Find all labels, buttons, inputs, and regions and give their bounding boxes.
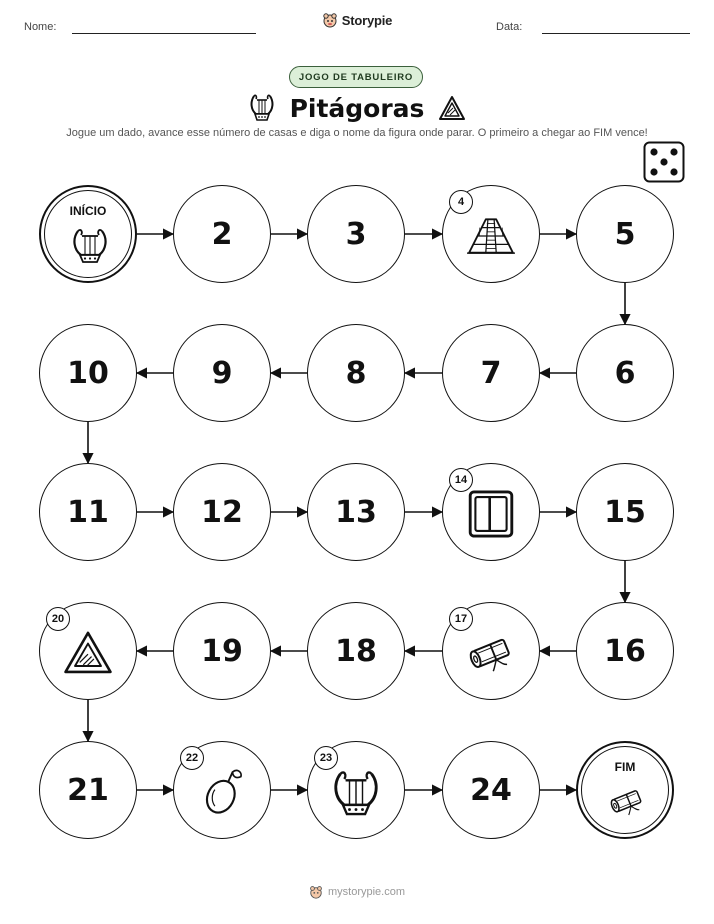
- scroll-icon: [607, 781, 647, 826]
- space-number: 2: [211, 216, 233, 252]
- board-space-19: [173, 602, 271, 700]
- finish-label: FIM: [614, 760, 636, 774]
- space-number-badge: 4: [449, 190, 473, 214]
- space-number: 19: [201, 633, 243, 669]
- space-number: 8: [345, 355, 367, 391]
- space-number-badge: 17: [449, 607, 473, 631]
- space-number: 7: [480, 355, 502, 391]
- board-space-8: [307, 324, 405, 422]
- door-frame-icon: [465, 488, 517, 545]
- pyramid-icon: [465, 210, 517, 267]
- board-space-13: [307, 463, 405, 561]
- board-space-3: [307, 185, 405, 283]
- lyre-icon: [330, 766, 382, 823]
- lyre-icon: [70, 225, 110, 270]
- space-number: 9: [211, 355, 233, 391]
- name-label: Nome:: [24, 21, 57, 33]
- board-space-24: [442, 741, 540, 839]
- page-title: Pitágoras: [289, 93, 425, 123]
- start-label: INÍCIO: [69, 204, 107, 218]
- scroll-icon: [465, 627, 517, 684]
- space-number-badge: 20: [46, 607, 70, 631]
- space-number: 12: [201, 494, 243, 530]
- space-number-badge: 14: [449, 468, 473, 492]
- brand-name: Storypie: [341, 12, 393, 28]
- board-space-16: [576, 602, 674, 700]
- space-number: 15: [604, 494, 646, 530]
- footer: [0, 885, 714, 899]
- triangle-ruler-icon: [62, 627, 114, 684]
- space-number-badge: 22: [180, 746, 204, 770]
- board-space-21: [39, 741, 137, 839]
- game-type-badge: JOGO DE TABULEIRO: [289, 66, 423, 88]
- space-number: 10: [67, 355, 109, 391]
- board-space-2: [173, 185, 271, 283]
- space-number: 24: [470, 772, 512, 808]
- space-number: 13: [335, 494, 377, 530]
- space-number: 3: [345, 216, 367, 252]
- footer-site[interactable]: mystorypie.com: [327, 886, 406, 898]
- board-space-5: [576, 185, 674, 283]
- space-number: 11: [67, 494, 109, 530]
- board-space-10: [39, 324, 137, 422]
- board-space-11: [39, 463, 137, 561]
- board-space-9: [173, 324, 271, 422]
- space-number: 16: [604, 633, 646, 669]
- board-space-6: [576, 324, 674, 422]
- mascot-icon: [309, 885, 323, 899]
- board-space-7: [442, 324, 540, 422]
- date-label: Data:: [496, 21, 523, 33]
- start-space: [39, 185, 137, 283]
- space-number-badge: 23: [314, 746, 338, 770]
- board-space-12: [173, 463, 271, 561]
- space-number: 18: [335, 633, 377, 669]
- finish-space: [576, 741, 674, 839]
- instructions: Jogue um dado, avance esse número de casas e diga o nome da figura onde parar. O primeiro a chegar ao FIM vence!: [66, 127, 648, 139]
- board-space-18: [307, 602, 405, 700]
- space-number: 6: [614, 355, 636, 391]
- olive-icon: [196, 766, 248, 823]
- board-space-15: [576, 463, 674, 561]
- space-number: 21: [67, 772, 109, 808]
- space-number: 5: [614, 216, 636, 252]
